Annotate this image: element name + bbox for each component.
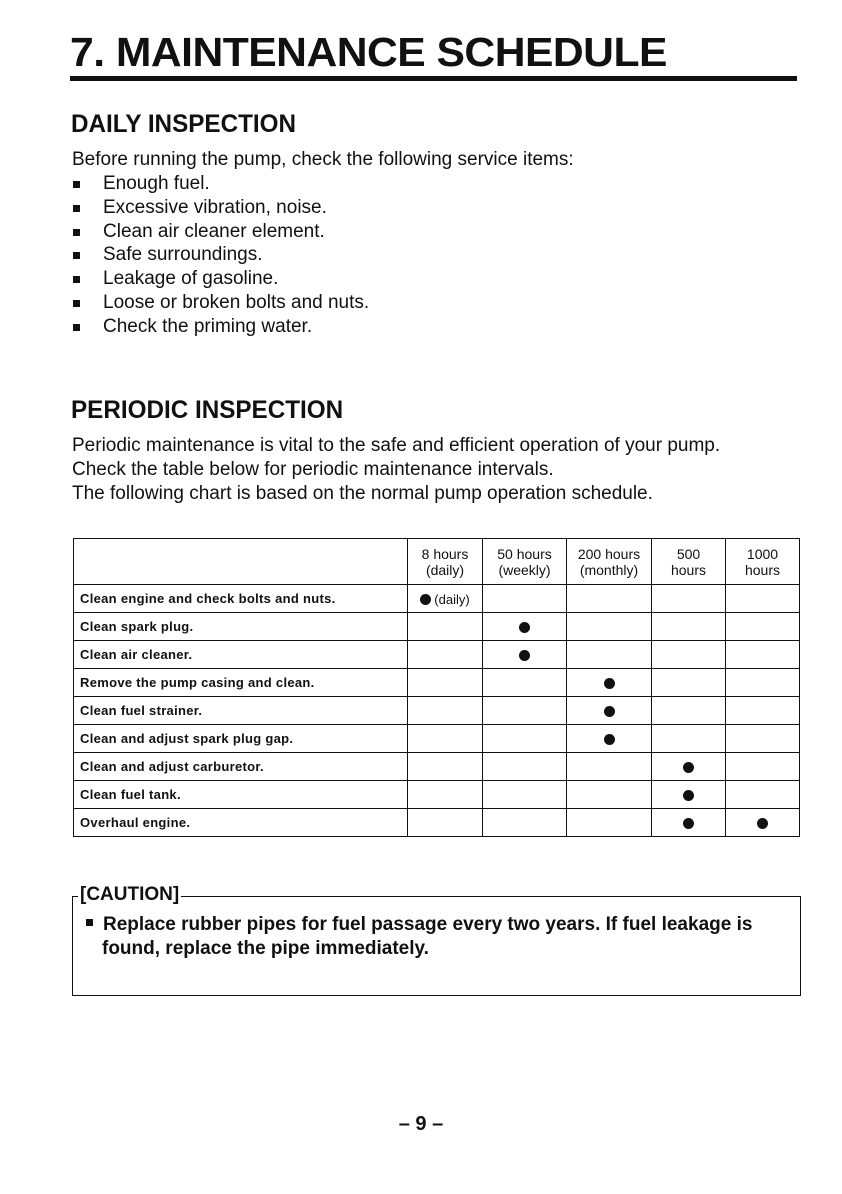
- table-row: [74, 585, 800, 613]
- list-item: [72, 291, 369, 315]
- check-dot-icon: [604, 678, 615, 689]
- daily-intro: Before running the pump, check the following service items:: [72, 149, 574, 170]
- list-item-text: Leakage of gasoline.: [103, 268, 279, 290]
- interval-cell: [652, 641, 726, 669]
- check-dot-icon: [604, 734, 615, 745]
- task-cell: Clean engine and check bolts and nuts.: [74, 585, 408, 613]
- list-item: [72, 267, 369, 291]
- check-dot-icon: [519, 650, 530, 661]
- caution-line-2: found, replace the pipe immediately.: [102, 938, 429, 959]
- list-item: [72, 196, 369, 220]
- interval-cell: [567, 697, 652, 725]
- interval-cell: [567, 669, 652, 697]
- interval-cell: [483, 781, 567, 809]
- interval-cell: [726, 725, 800, 753]
- check-dot-icon: [683, 790, 694, 801]
- page-number: – 9 –: [398, 1113, 444, 1135]
- task-cell: Clean spark plug.: [74, 613, 408, 641]
- interval-cell: [408, 697, 483, 725]
- list-item: [72, 172, 369, 196]
- periodic-line-3: The following chart is based on the normal pump operation schedule.: [72, 483, 653, 504]
- title-rule: [70, 76, 797, 81]
- table-row: [74, 641, 800, 669]
- list-item-text: Excessive vibration, noise.: [103, 196, 327, 218]
- interval-cell: [483, 725, 567, 753]
- interval-cell: [652, 725, 726, 753]
- interval-cell: [483, 585, 567, 613]
- interval-cell: [483, 753, 567, 781]
- task-column-header: [74, 539, 408, 585]
- list-item: [72, 315, 369, 339]
- interval-cell: [483, 641, 567, 669]
- column-header-1000-hours: 1000 hours: [726, 539, 800, 585]
- interval-cell: [567, 725, 652, 753]
- interval-cell: [652, 753, 726, 781]
- interval-cell: [726, 585, 800, 613]
- interval-cell: [652, 781, 726, 809]
- interval-cell: [726, 641, 800, 669]
- interval-cell: [408, 809, 483, 837]
- check-dot-icon: [683, 818, 694, 829]
- interval-cell: [483, 809, 567, 837]
- bullet-square-icon: [73, 229, 80, 236]
- bullet-square-icon: [86, 919, 93, 926]
- task-cell: Clean and adjust spark plug gap.: [74, 725, 408, 753]
- check-dot-icon: [604, 706, 615, 717]
- daily-inspection-heading: DAILY INSPECTION: [71, 110, 297, 138]
- interval-cell: [652, 669, 726, 697]
- task-cell: Clean and adjust carburetor.: [74, 753, 408, 781]
- check-dot-icon: [519, 622, 530, 633]
- task-cell: Overhaul engine.: [74, 809, 408, 837]
- table-row: [74, 781, 800, 809]
- interval-cell: [567, 613, 652, 641]
- bullet-square-icon: [73, 205, 80, 212]
- table-row: [74, 725, 800, 753]
- interval-cell: [567, 809, 652, 837]
- interval-cell: [726, 669, 800, 697]
- table-row: [74, 809, 800, 837]
- list-item-text: Check the priming water.: [103, 315, 313, 337]
- column-header-8-hours: 8 hours (daily): [408, 539, 483, 585]
- interval-cell: [408, 669, 483, 697]
- interval-cell: [567, 585, 652, 613]
- interval-cell: [408, 585, 483, 613]
- interval-cell: [726, 781, 800, 809]
- table-row: [74, 697, 800, 725]
- list-item: [72, 243, 369, 267]
- list-item: [72, 220, 369, 244]
- interval-cell: [483, 613, 567, 641]
- interval-cell: [567, 781, 652, 809]
- periodic-line-1: Periodic maintenance is vital to the safe and efficient operation of your pump.: [72, 435, 721, 456]
- task-cell: Clean fuel strainer.: [74, 697, 408, 725]
- table-row: [74, 613, 800, 641]
- task-cell: Clean fuel tank.: [74, 781, 408, 809]
- list-item-text: Safe surroundings.: [103, 244, 263, 266]
- page-title: 7. MAINTENANCE SCHEDULE: [70, 29, 667, 75]
- interval-cell: [652, 697, 726, 725]
- table-row: [74, 669, 800, 697]
- table-row: [74, 753, 800, 781]
- bullet-square-icon: [73, 252, 80, 259]
- interval-cell: [408, 753, 483, 781]
- interval-cell: [567, 641, 652, 669]
- periodic-inspection-heading: PERIODIC INSPECTION: [71, 396, 344, 424]
- task-cell: Clean air cleaner.: [74, 641, 408, 669]
- periodic-line-2: Check the table below for periodic maintenance intervals.: [72, 459, 554, 480]
- interval-cell: [408, 613, 483, 641]
- caution-line-1: Replace rubber pipes for fuel passage every two years. If fuel leakage is: [103, 914, 753, 935]
- interval-cell: [652, 613, 726, 641]
- column-header-50-hours: 50 hours (weekly): [483, 539, 567, 585]
- interval-cell: [408, 641, 483, 669]
- bullet-square-icon: [73, 276, 80, 283]
- bullet-square-icon: [73, 300, 80, 307]
- maintenance-table: [73, 538, 800, 837]
- daily-checklist: [72, 172, 369, 339]
- check-dot-icon: [757, 818, 768, 829]
- daily-note: (daily): [434, 591, 470, 607]
- task-cell: Remove the pump casing and clean.: [74, 669, 408, 697]
- interval-cell: [483, 669, 567, 697]
- table-header-row: [74, 539, 800, 585]
- interval-cell: [483, 697, 567, 725]
- interval-cell: [652, 809, 726, 837]
- bullet-square-icon: [73, 181, 80, 188]
- check-dot-icon: [420, 594, 431, 605]
- list-item-text: Clean air cleaner element.: [103, 220, 325, 242]
- caution-label: [CAUTION]: [80, 884, 180, 905]
- list-item-text: Enough fuel.: [103, 173, 210, 194]
- interval-cell: [408, 781, 483, 809]
- check-dot-icon: [683, 762, 694, 773]
- column-header-200-hours: 200 hours (monthly): [567, 539, 652, 585]
- caution-text: [86, 913, 798, 961]
- interval-cell: [726, 753, 800, 781]
- interval-cell: [408, 725, 483, 753]
- interval-cell: [726, 697, 800, 725]
- interval-cell: [726, 613, 800, 641]
- column-header-500-hours: 500 hours: [652, 539, 726, 585]
- bullet-square-icon: [73, 324, 80, 331]
- interval-cell: [726, 809, 800, 837]
- interval-cell: [652, 585, 726, 613]
- interval-cell: [567, 753, 652, 781]
- list-item-text: Loose or broken bolts and nuts.: [103, 291, 370, 313]
